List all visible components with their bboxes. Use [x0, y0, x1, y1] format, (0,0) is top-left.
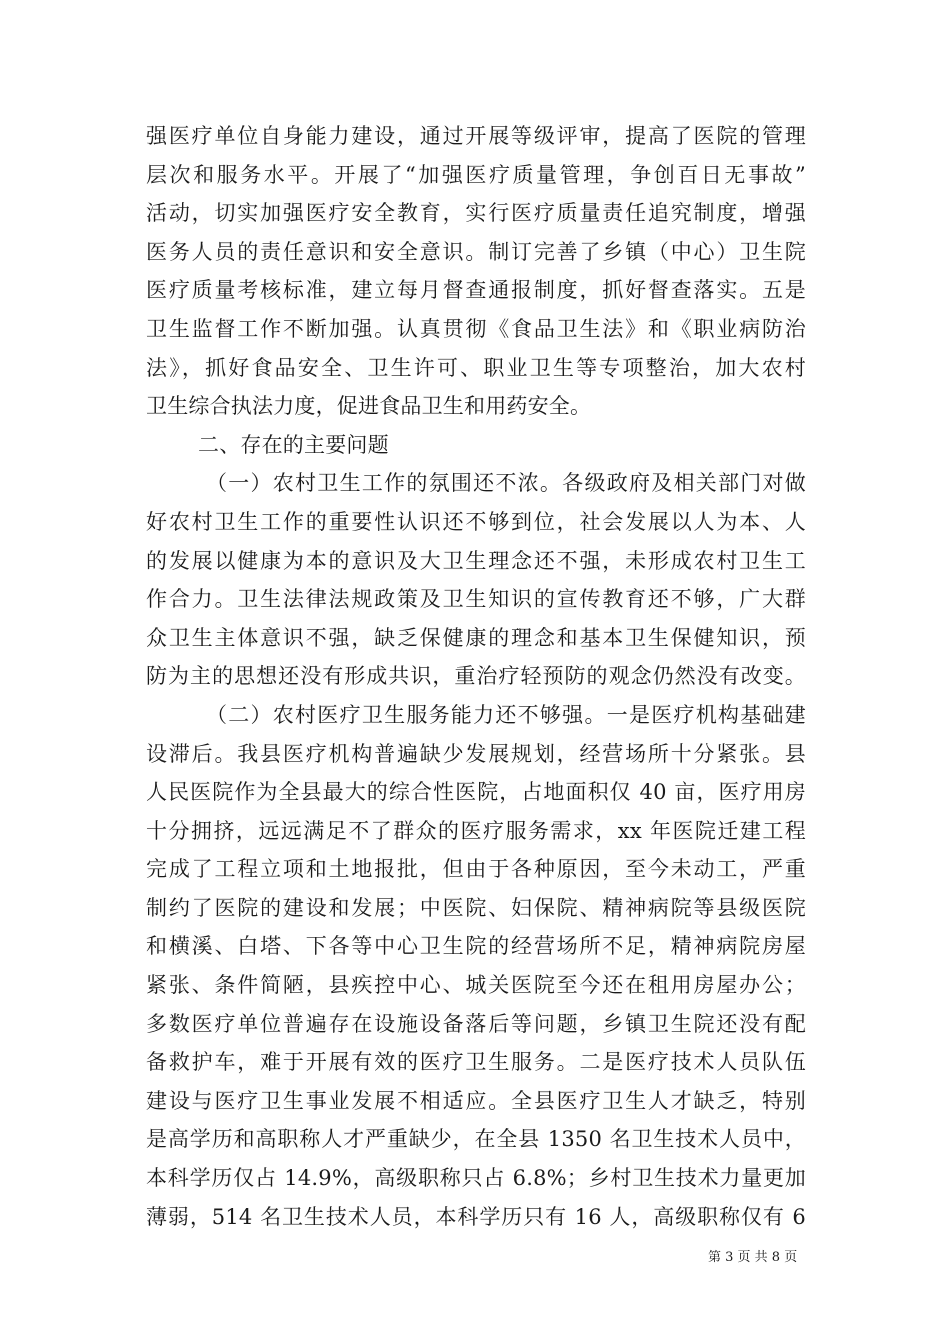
text-line: 人民医院作为全县最大的综合性医院，占地面积仅 40 亩，医疗用房 [146, 780, 806, 805]
document-body [146, 117, 806, 1236]
text-line: 备救护车，难于开展有效的医疗卫生服务。二是医疗技术人员队伍 [146, 1050, 806, 1075]
text-line: 设滞后。我县医疗机构普遍缺少发展规划，经营场所十分紧张。县 [146, 741, 806, 766]
text-line: 众卫生主体意识不强，缺乏保健康的理念和基本卫生保健知识，预 [146, 625, 806, 650]
text-line: 多数医疗单位普遍存在设施设备落后等问题，乡镇卫生院还没有配 [146, 1011, 806, 1036]
text-line: 十分拥挤，远远满足不了群众的医疗服务需求，xx 年医院迁建工程 [146, 818, 806, 843]
text-line: 卫生监督工作不断加强。认真贯彻《食品卫生法》和《职业病防治 [146, 316, 806, 341]
section-heading: 二、存在的主要问题 [198, 432, 389, 457]
paragraph-first-line: （二）农村医疗卫生服务能力还不够强。一是医疗机构基础建 [206, 702, 806, 727]
text-line: 是高学历和高职称人才严重缺少，在全县 1350 名卫生技术人员中， [146, 1127, 806, 1152]
text-line: 防为主的思想还没有形成共识，重治疗轻预防的观念仍然没有改变。 [146, 664, 806, 689]
text-line: 紧张、条件简陋，县疾控中心、城关医院至今还在租用房屋办公； [146, 973, 806, 998]
text-line: 医疗质量考核标准，建立每月督查通报制度，抓好督查落实。五是 [146, 278, 806, 303]
text-line: 的发展以健康为本的意识及大卫生理念还不强，未形成农村卫生工 [146, 548, 806, 573]
text-line: 本科学历仅占 14.9%，高级职称只占 6.8%；乡村卫生技术力量更加 [146, 1166, 806, 1191]
paragraph-first-line: （一）农村卫生工作的氛围还不浓。各级政府及相关部门对做 [206, 471, 806, 496]
text-line: 层次和服务水平。开展了“加强医疗质量管理，争创百日无事故” [146, 162, 806, 187]
text-line: 和横溪、白塔、下各等中心卫生院的经营场所不足，精神病院房屋 [146, 934, 806, 959]
text-line: 活动，切实加强医疗安全教育，实行医疗质量责任追究制度，增强 [146, 201, 806, 226]
text-line: 制约了医院的建设和发展；中医院、妇保院、精神病院等县级医院 [146, 895, 806, 920]
text-line: 强医疗单位自身能力建设，通过开展等级评审，提高了医院的管理 [146, 124, 806, 148]
text-line: 法》，抓好食品安全、卫生许可、职业卫生等专项整治，加大农村 [146, 355, 806, 380]
text-line: 医务人员的责任意识和安全意识。制订完善了乡镇（中心）卫生院 [146, 239, 806, 264]
text-line: 卫生综合执法力度，促进食品卫生和用药安全。 [146, 394, 592, 419]
text-line: 作合力。卫生法律法规政策及卫生知识的宣传教育还不够，广大群 [146, 587, 806, 612]
text-line: 建设与医疗卫生事业发展不相适应。全县医疗卫生人才缺乏，特别 [146, 1088, 806, 1113]
page-number: 第 3 页 共 8 页 [708, 1250, 798, 1265]
text-line: 好农村卫生工作的重要性认识还不够到位，社会发展以人为本、人 [146, 509, 806, 534]
text-line: 薄弱，514 名卫生技术人员，本科学历只有 16 人，高级职称仅有 6 [146, 1204, 806, 1229]
text-line: 完成了工程立项和土地报批，但由于各种原因，至今未动工，严重 [146, 857, 806, 882]
